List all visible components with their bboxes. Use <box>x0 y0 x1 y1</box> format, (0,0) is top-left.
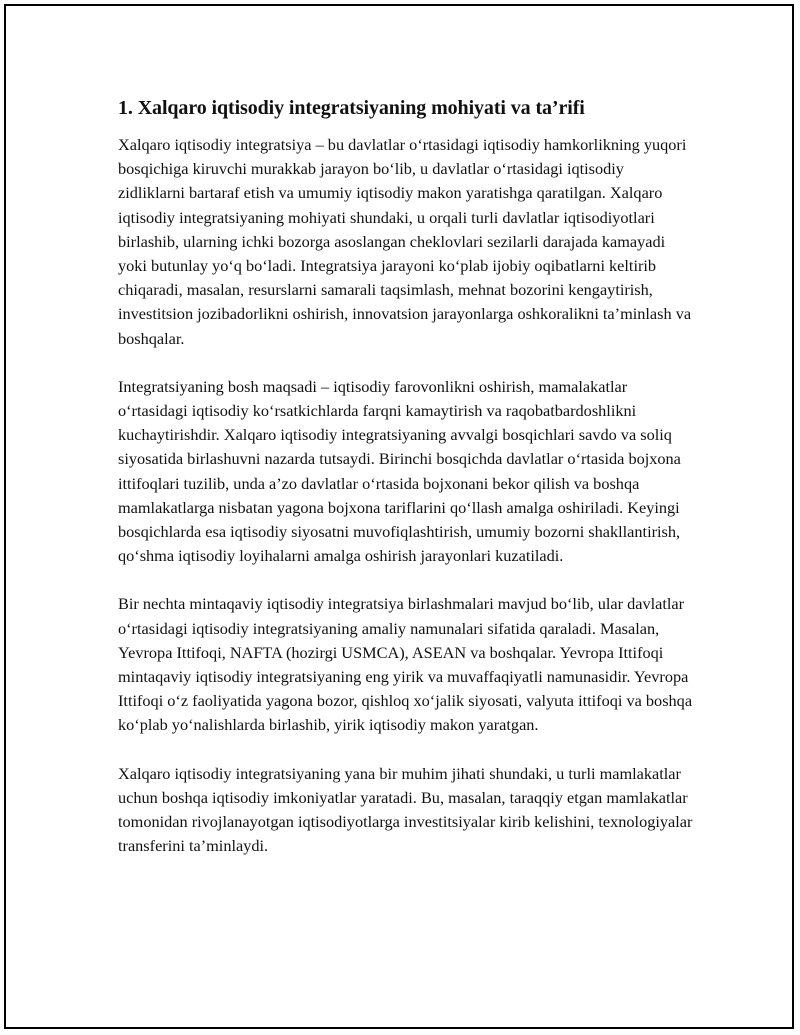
paragraph-4: Xalqaro iqtisodiy integratsiyaning yana bir muhim jihati shundaki, u turli mamlakatlar uchun boshqa iqtisodiy imkoniyatlar yaratadi. Bu, masalan, taraqqiy etgan mamlakatlar tomonidan rivojlanayotgan iqtisodiyotlarga investitsiyalar kirib kelishini, texnologiyalar transferini ta’minlaydi. <box>118 763 693 856</box>
paragraph-2: Integratsiyaning bosh maqsadi – iqtisodiy farovonlikni oshirish, mamalakatlar oʻrtasidagi iqtisodiy koʻrsatkichlarda farqni kamaytirish va raqobatbardoshlikni kuchaytirishdir. Xalqaro iqtisodiy integratsiyaning avvalgi bosqichlari savdo va soliq siyosatida birlashuvni nazarda tutsaydi. Birinchi bosqichda davlatlar oʻrtasida bojxona ittifoqlari tuzilib, unda a’zo davlatlar oʻrtasida bojxonani bekor qilish va boshqa mamlakatlarga nisbatan yagona bojxona tariflarini qoʻllash amalga oshiriladi. Keyingi bosqichlarda esa iqtisodiy siyosatni muvofiqlashtirish, umumiy bozorni shakllantirish, qoʻshma iqtisodiy loyihalarni amalga oshirish jarayonlari kuzatiladi. <box>118 376 681 566</box>
paragraph-3: Bir nechta mintaqaviy iqtisodiy integratsiya birlashmalari mavjud boʻlib, ular davlatlar oʻrtasidagi iqtisodiy integratsiyaning amaliy namunalari sifatida qaraladi. Masalan, Yevropa Ittifoqi, NAFTA (hozirgi USMCA), ASEAN va boshqalar. Yevropa Ittifoqi mintaqaviy iqtisodiy integratsiyaning eng yirik va muvaffaqiyatli namunasidir. Yevropa Ittifoqi oʻz faoliyatida yagona bozor, qishloq xoʻjalik siyosati, valyuta ittifoqi va boshqa koʻplab yoʻnalishlarda birlashib, yirik iqtisodiy makon yaratgan. <box>118 594 693 735</box>
document-body <box>118 95 694 882</box>
section-heading: 1. Xalqaro iqtisodiy integratsiyaning mohiyati va ta’rifi <box>118 97 585 119</box>
paragraph-1: Xalqaro iqtisodiy integratsiya – bu davlatlar oʻrtasidagi iqtisodiy hamkorlikning yuqori bosqichiga kiruvchi murakkab jarayon boʻlib, u davlatlar oʻrtasidagi iqtisodiy zidliklarni bartaraf etish va umumiy iqtisodiy makon yaratishga qaratilgan. Xalqaro iqtisodiy integratsiyaning mohiyati shundaki, u orqali turli davlatlar iqtisodiyotlari birlashib, ularning ichki bozorga asoslangan cheklovlari sezilarli darajada kamayadi yoki butunlay yoʻq boʻladi. Integratsiya jarayoni koʻplab ijobiy oqibatlarni keltirib chiqaradi, masalan, resurslarni samarali taqsimlash, mehnat bozorini kengaytirish, investitsion jozibadorlikni oshirish, innovatsion jarayonlarga oshkoralikni ta’minlash va boshqalar. <box>118 135 692 348</box>
